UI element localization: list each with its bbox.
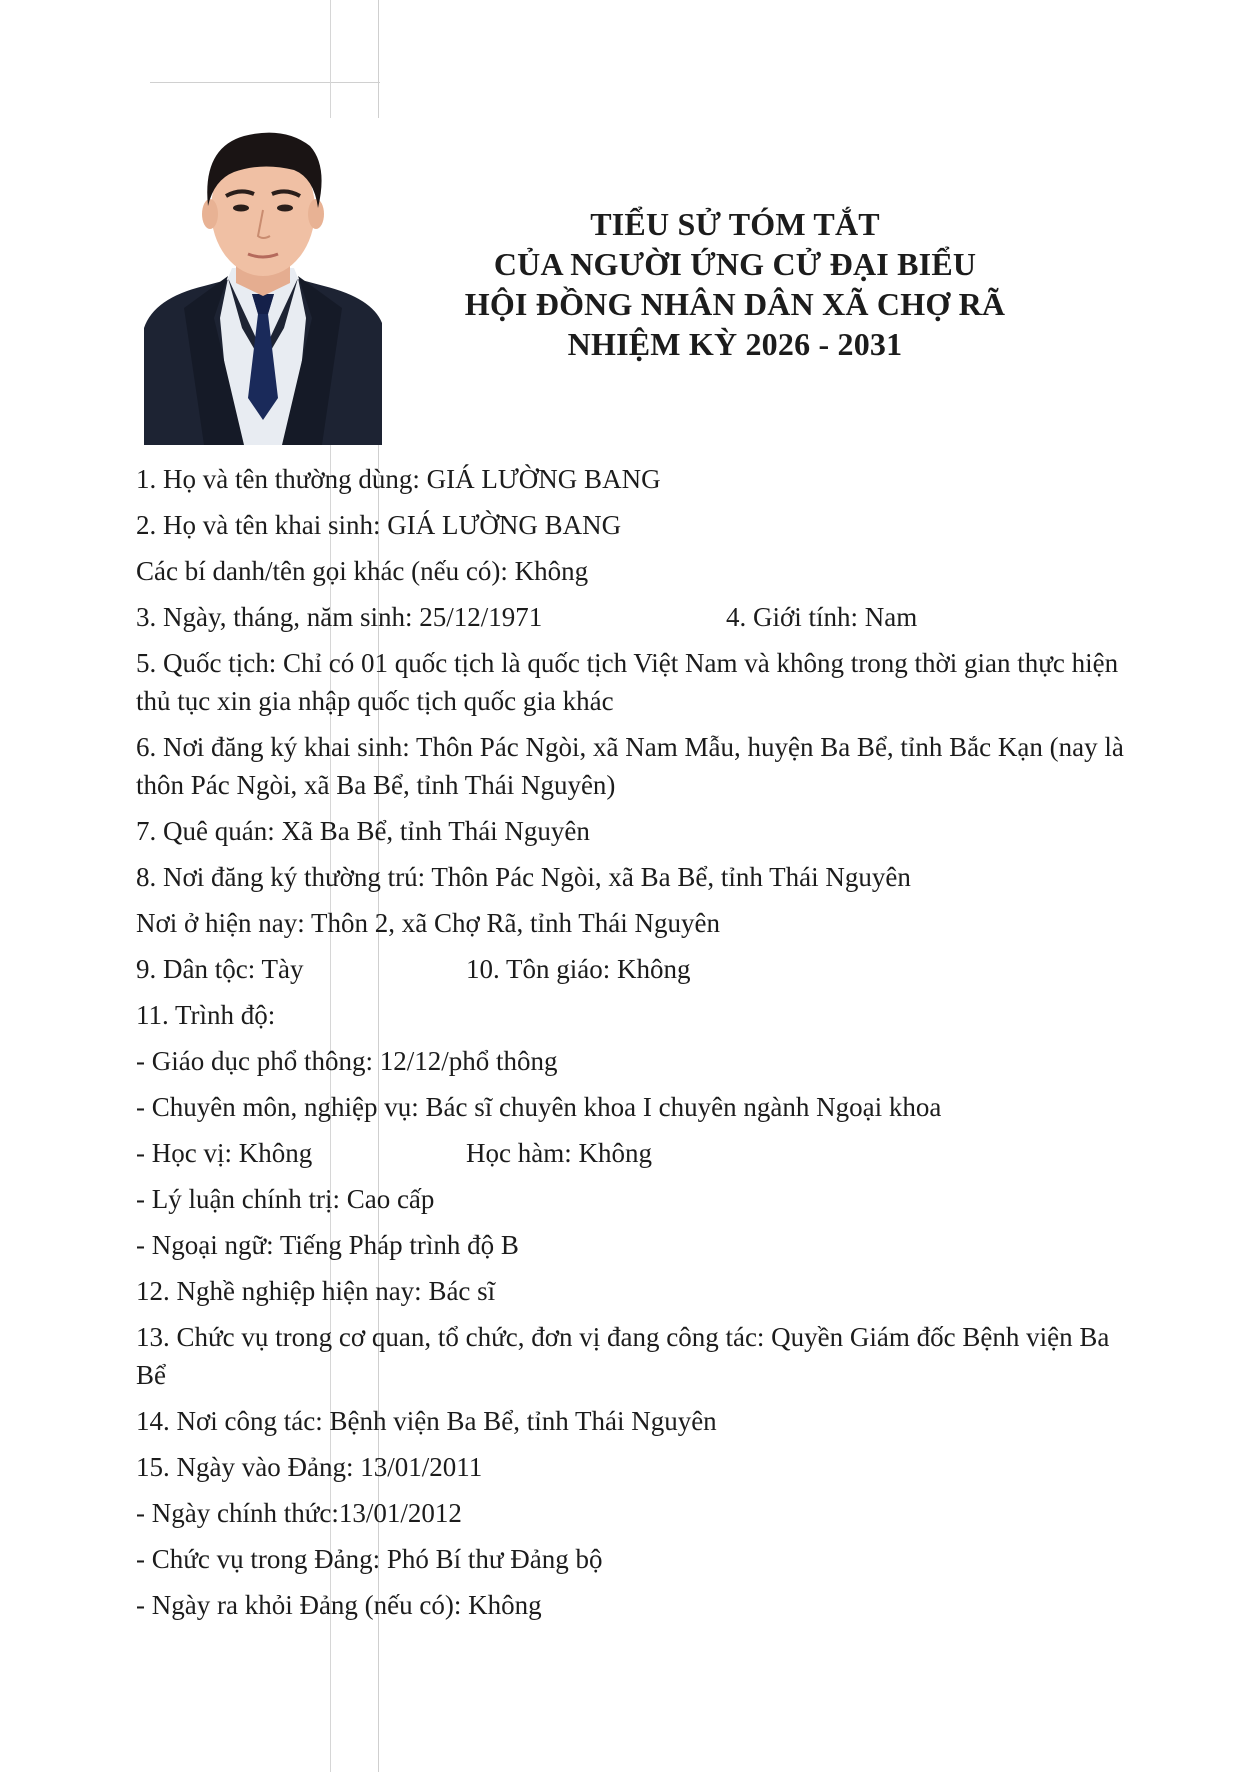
row-degree-title bbox=[136, 1134, 1146, 1180]
field-foreign-language: - Ngoại ngữ: Tiếng Pháp trình độ B bbox=[136, 1230, 519, 1260]
field-occupation: 12. Nghề nghiệp hiện nay: Bác sĩ bbox=[136, 1276, 496, 1306]
field-party-official-date: - Ngày chính thức:13/01/2012 bbox=[136, 1498, 462, 1528]
row-ethnicity-religion bbox=[136, 950, 1146, 996]
field-ethnicity: 9. Dân tộc: Tày bbox=[136, 954, 304, 984]
field-gender: 4. Giới tính: Nam bbox=[726, 602, 918, 632]
document-title bbox=[400, 204, 1070, 364]
title-line-1: TIỂU SỬ TÓM TẮT bbox=[590, 206, 880, 242]
field-common-name: 1. Họ và tên thường dùng: GIÁ LƯỜNG BANG bbox=[136, 464, 661, 494]
field-academic-title: Học hàm: Không bbox=[466, 1138, 652, 1168]
title-line-2: CỦA NGƯỜI ỨNG CỬ ĐẠI BIỂU bbox=[493, 246, 977, 282]
field-current-residence: Nơi ở hiện nay: Thôn 2, xã Chợ Rã, tỉnh Thái Nguyên bbox=[136, 908, 721, 938]
field-party-join-date: 15. Ngày vào Đảng: 13/01/2011 bbox=[136, 1452, 483, 1482]
field-birth-registration: 6. Nơi đăng ký khai sinh: Thôn Pác Ngòi, xã Nam Mẫu, huyện Ba Bể, tỉnh Bắc Kạn (nay là thôn Pác Ngòi, xã Ba Bể, tỉnh Thái Nguyên) bbox=[136, 732, 1124, 800]
scan-edge-line bbox=[150, 82, 380, 83]
portrait-photo bbox=[144, 118, 382, 445]
title-line-3: HỘI ĐỒNG NHÂN DÂN XÃ CHỢ RÃ bbox=[464, 286, 1006, 322]
field-political-theory: - Lý luận chính trị: Cao cấp bbox=[136, 1184, 435, 1214]
field-date-of-birth: 3. Ngày, tháng, năm sinh: 25/12/1971 bbox=[136, 602, 543, 632]
field-specialty: - Chuyên môn, nghiệp vụ: Bác sĩ chuyên khoa I chuyên ngành Ngoại khoa bbox=[136, 1092, 942, 1122]
field-party-position: - Chức vụ trong Đảng: Phó Bí thư Đảng bộ bbox=[136, 1544, 603, 1574]
biography-content bbox=[136, 460, 1146, 1632]
field-nationality: 5. Quốc tịch: Chỉ có 01 quốc tịch là quốc tịch Việt Nam và không trong thời gian thực hiện thủ tục xin gia nhập quốc tịch quốc gia khác bbox=[136, 648, 1119, 716]
field-hometown: 7. Quê quán: Xã Ba Bể, tỉnh Thái Nguyên bbox=[136, 816, 590, 846]
field-religion: 10. Tôn giáo: Không bbox=[466, 954, 691, 984]
field-alias: Các bí danh/tên gọi khác (nếu có): Không bbox=[136, 556, 589, 586]
field-party-exit-date: - Ngày ra khỏi Đảng (nếu có): Không bbox=[136, 1590, 542, 1620]
field-position: 13. Chức vụ trong cơ quan, tổ chức, đơn vị đang công tác: Quyền Giám đốc Bệnh viện Ba Bể bbox=[136, 1322, 1110, 1390]
field-academic-degree: - Học vị: Không bbox=[136, 1138, 313, 1168]
field-workplace: 14. Nơi công tác: Bệnh viện Ba Bể, tỉnh Thái Nguyên bbox=[136, 1406, 717, 1436]
field-permanent-residence: 8. Nơi đăng ký thường trú: Thôn Pác Ngòi, xã Ba Bể, tỉnh Thái Nguyên bbox=[136, 862, 911, 892]
row-dob-gender bbox=[136, 598, 1146, 644]
field-general-education: - Giáo dục phổ thông: 12/12/phổ thông bbox=[136, 1046, 558, 1076]
field-birth-name: 2. Họ và tên khai sinh: GIÁ LƯỜNG BANG bbox=[136, 510, 622, 540]
field-qualifications: 11. Trình độ: bbox=[136, 1000, 276, 1030]
title-line-4: NHIỆM KỲ 2026 - 2031 bbox=[567, 326, 903, 362]
